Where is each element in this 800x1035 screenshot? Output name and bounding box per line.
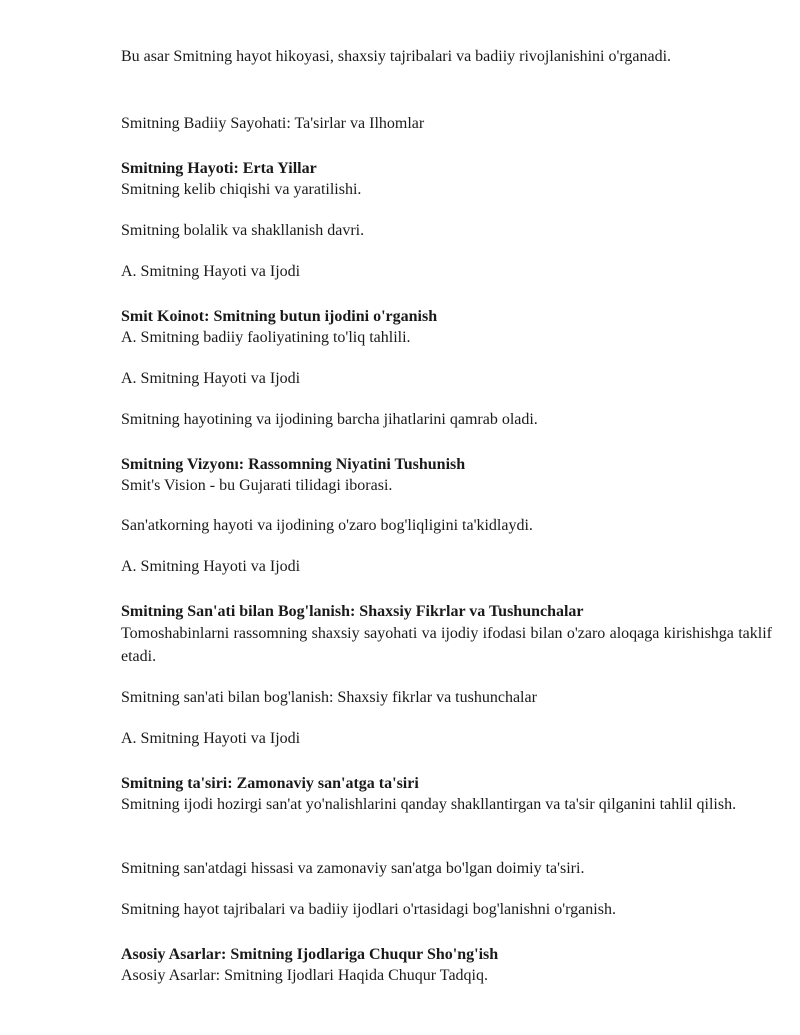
section-heading: Smitning San'ati bilan Bog'lanish: Shaxsiy Fikrlar va Tushunchalar	[121, 603, 584, 620]
section-heading: Smitning Vizyonı: Rassomning Niyatini Tushunish	[121, 456, 466, 473]
paragraph: Smitning san'ati bilan bog'lanish: Shaxsiy fikrlar va tushunchalar	[121, 689, 537, 706]
section-heading: Asosiy Asarlar: Smitning Ijodlariga Chuqur Sho'ng'ish	[121, 946, 499, 963]
paragraph: A. Smitning Hayoti va Ijodi	[121, 263, 301, 280]
paragraph: Tomoshabinlarni rassomning shaxsiy sayohati va ijodiy ifodasi bilan o'zaro aloqaga kirishishga taklif etadi.	[121, 625, 772, 665]
paragraph: A. Smitning Hayoti va Ijodi	[121, 558, 301, 575]
paragraph: Smit's Vision - bu Gujarati tilidagi iborasi.	[121, 477, 393, 494]
section-heading: Smit Koinot: Smitning butun ijodini o'rganish	[121, 308, 438, 325]
paragraph: A. Smitning Hayoti va Ijodi	[121, 370, 301, 387]
paragraph: Smitning hayot tajribalari va badiiy ijodlari o'rtasidagi bog'lanishni o'rganish.	[121, 901, 616, 918]
paragraph: Smitning hayotining va ijodining barcha jihatlarini qamrab oladi.	[121, 411, 538, 428]
paragraph: Smitning kelib chiqishi va yaratilishi.	[121, 181, 362, 198]
paragraph: A. Smitning Hayoti va Ijodi	[121, 730, 301, 747]
section-heading: Smitning Hayoti: Erta Yillar	[121, 160, 317, 177]
paragraph: Smitning Badiiy Sayohati: Ta'sirlar va Ilhomlar	[121, 115, 425, 132]
paragraph: San'atkorning hayoti va ijodining o'zaro bog'liqligini ta'kidlaydi.	[121, 517, 533, 534]
paragraph: Asosiy Asarlar: Smitning Ijodlari Haqida Chuqur Tadqiq.	[121, 967, 488, 984]
intro-paragraph: Bu asar Smitning hayot hikoyasi, shaxsiy tajribalari va badiiy rivojlanishini o'rganadi.	[121, 48, 672, 65]
paragraph: A. Smitning badiiy faoliyatining to'liq tahlili.	[121, 329, 411, 346]
paragraph: Smitning ijodi hozirgi san'at yo'nalishlarini qanday shakllantirgan va ta'sir qilganini tahlil qilish.	[121, 796, 737, 813]
paragraph: Smitning san'atdagi hissasi va zamonaviy san'atga bo'lgan doimiy ta'siri.	[121, 860, 585, 877]
section-heading: Smitning ta'siri: Zamonaviy san'atga ta'siri	[121, 775, 419, 792]
paragraph: Smitning bolalik va shakllanish davri.	[121, 222, 365, 239]
